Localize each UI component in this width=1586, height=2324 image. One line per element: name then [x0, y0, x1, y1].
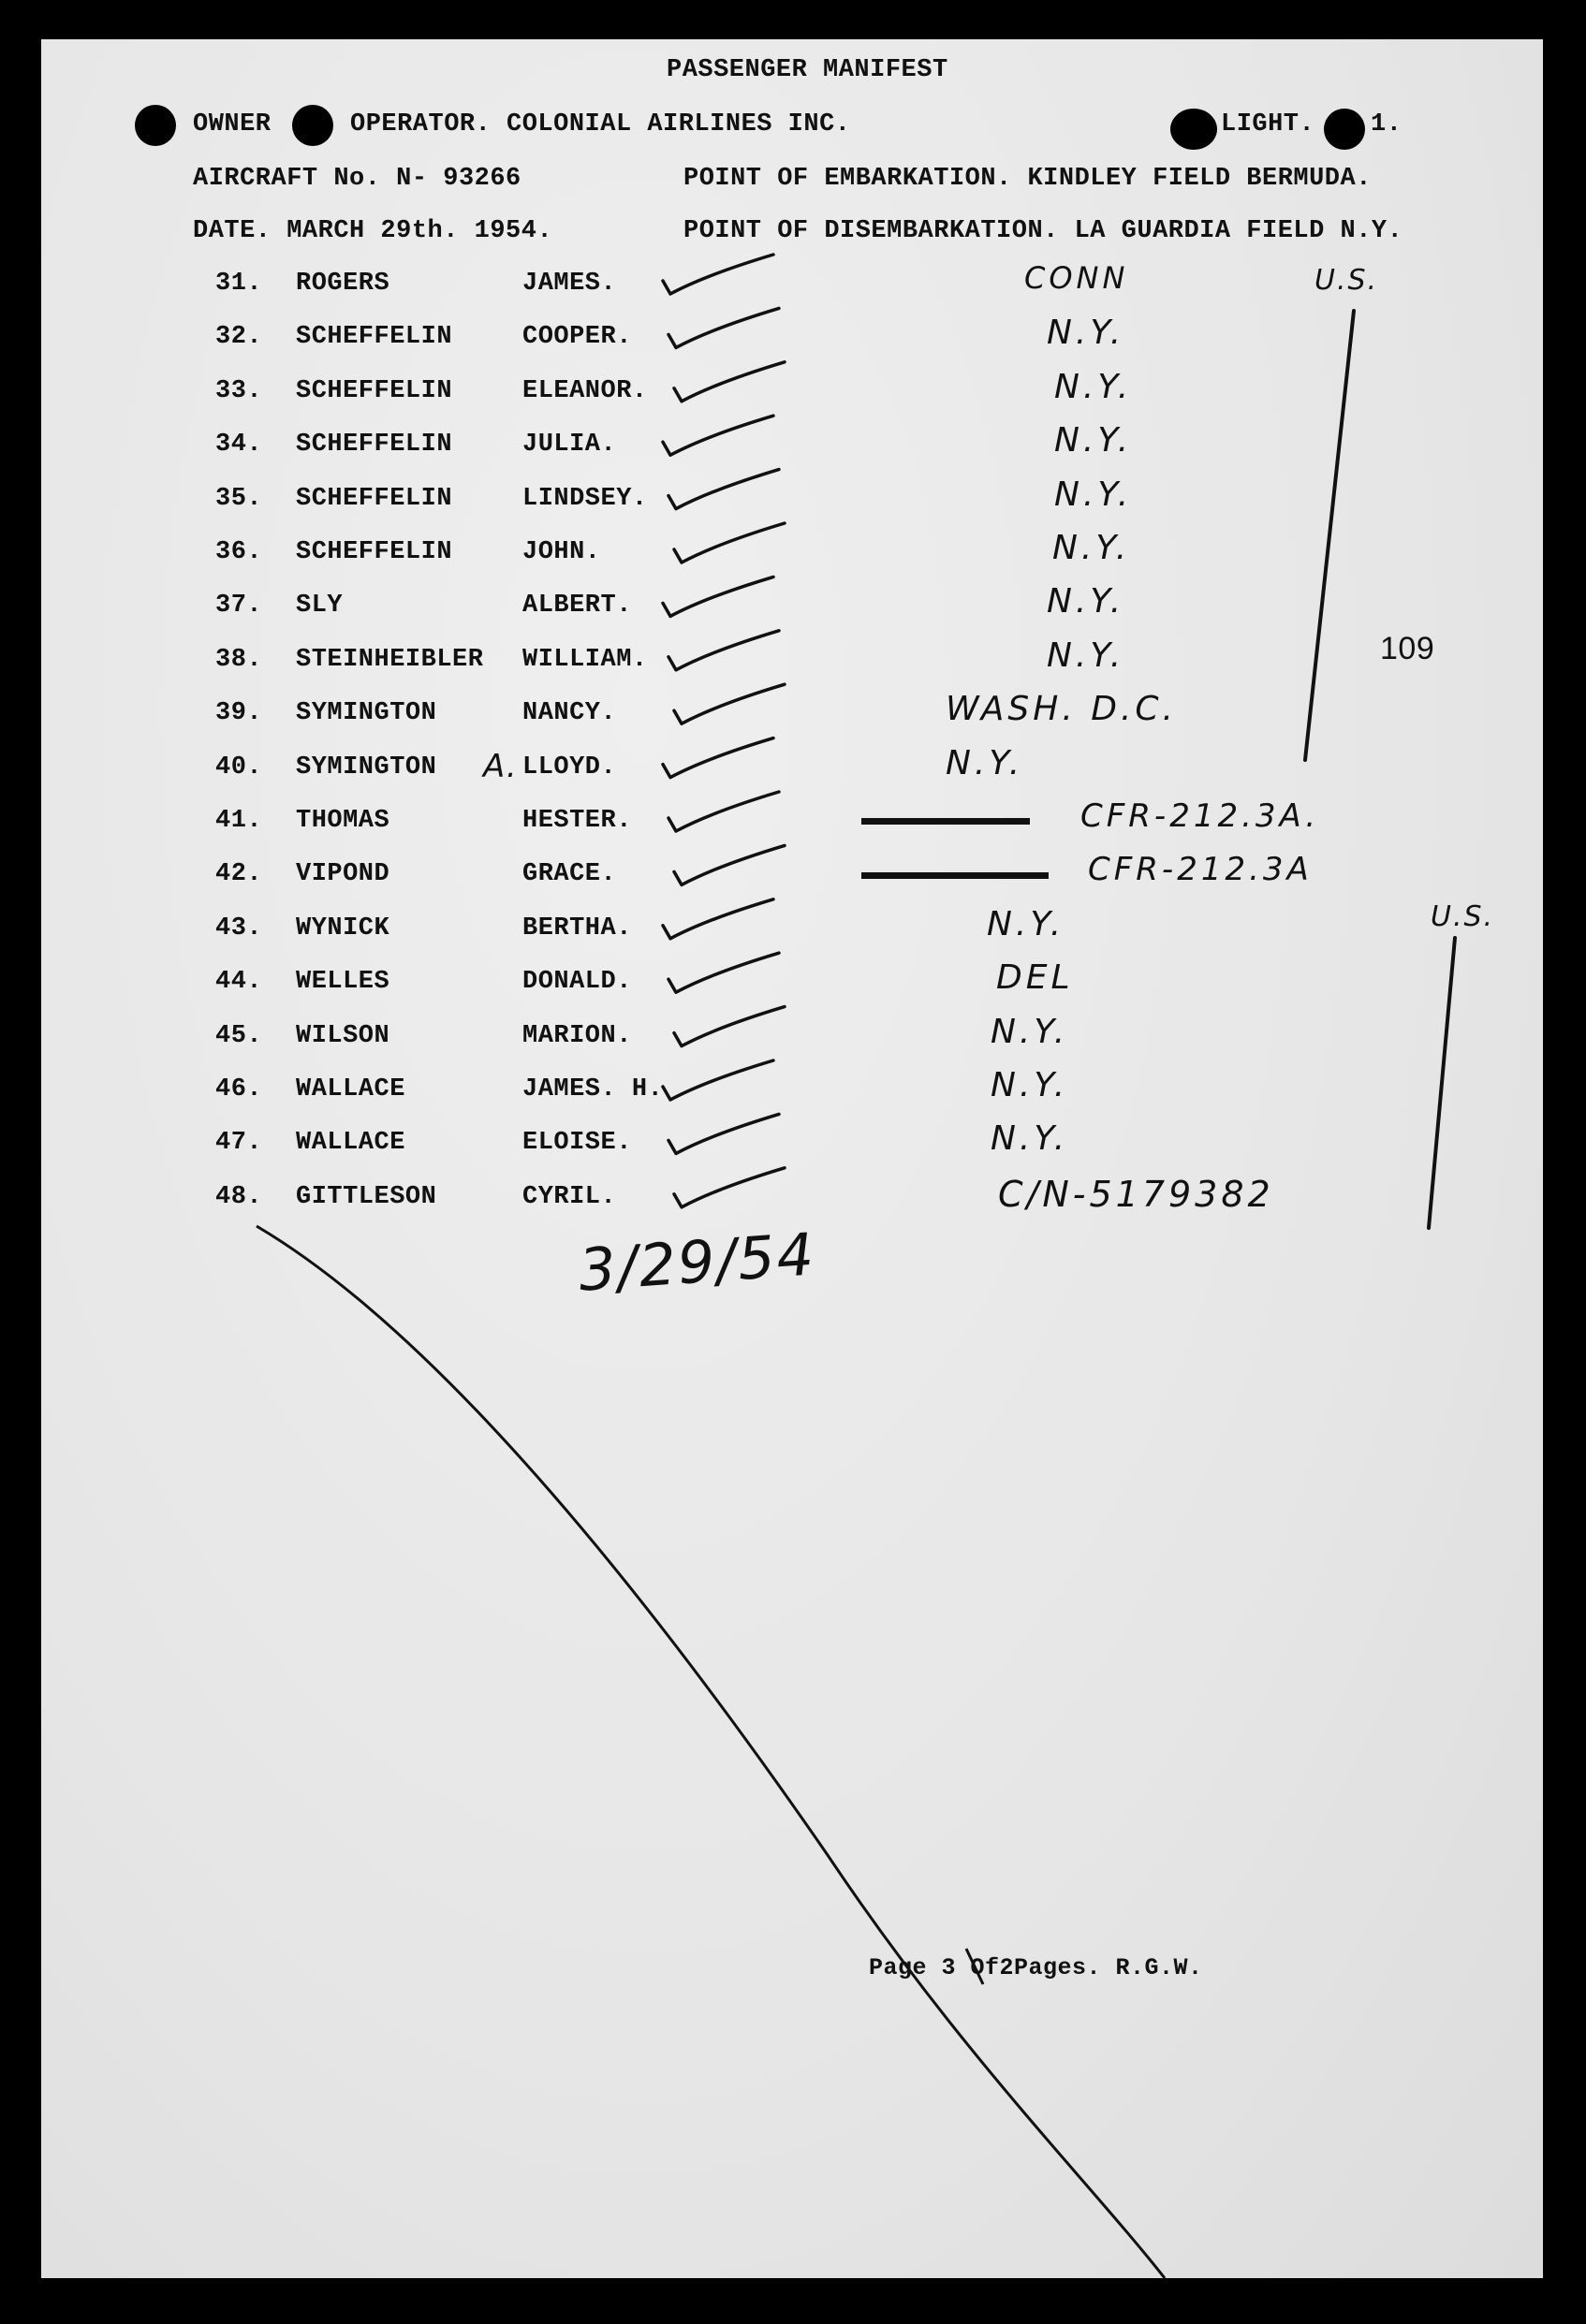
passenger-number: 43.: [215, 914, 263, 943]
passenger-surname: STEINHEIBLER: [296, 646, 484, 674]
passenger-note: CONN: [1024, 260, 1129, 296]
passenger-number: 42.: [215, 860, 263, 888]
passenger-given-name: ELEANOR.: [522, 377, 648, 405]
passenger-surname: WYNICK: [296, 914, 390, 943]
passenger-note: N.Y.: [1054, 475, 1133, 514]
passenger-note: N.Y.: [1054, 368, 1133, 406]
check-mark: [668, 631, 779, 670]
check-mark: [668, 308, 779, 347]
passenger-number: 35.: [215, 485, 263, 513]
diagonal-pen-stroke: [257, 1226, 1165, 2278]
passenger-note: N.Y.: [946, 744, 1024, 782]
check-mark: [674, 362, 785, 402]
passenger-given-name: ALBERT.: [522, 592, 632, 620]
manifest-sheet: [41, 39, 1543, 2278]
margin-number: 109: [1380, 631, 1435, 666]
passenger-note: N.Y.: [1054, 421, 1133, 460]
passenger-surname: SCHEFFELIN: [296, 377, 453, 405]
check-mark: [668, 470, 779, 509]
check-mark: [663, 255, 773, 294]
nationality-bracket-line-2: [1429, 938, 1455, 1228]
passenger-given-name: GRACE.: [522, 860, 617, 888]
passenger-number: 39.: [215, 699, 263, 727]
passenger-number: 46.: [215, 1075, 263, 1104]
passenger-number: 31.: [215, 270, 263, 298]
passenger-given-name: WILLIAM.: [522, 646, 648, 674]
passenger-surname: SCHEFFELIN: [296, 431, 453, 459]
flight-label: LIGHT.: [1221, 110, 1315, 139]
manifest-title: PASSENGER MANIFEST: [667, 56, 948, 84]
passenger-initial: A.: [483, 748, 518, 785]
passenger-surname: SCHEFFELIN: [296, 538, 453, 566]
passenger-given-name: ELOISE.: [522, 1129, 632, 1157]
nationality-bracket-line-1: [1305, 311, 1354, 760]
operator-label: OPERATOR. COLONIAL AIRLINES INC.: [350, 110, 851, 139]
passenger-note: N.Y.: [991, 1013, 1069, 1051]
passenger-number: 41.: [215, 807, 263, 835]
passenger-note: N.Y.: [991, 1119, 1069, 1158]
passenger-given-name: COOPER.: [522, 323, 632, 351]
passenger-given-name: JAMES. H.: [522, 1075, 664, 1104]
passenger-surname: VIPOND: [296, 860, 390, 888]
check-mark: [668, 792, 779, 831]
passenger-note: WASH. D.C.: [946, 690, 1177, 728]
handwritten-date: 3/29/54: [576, 1220, 818, 1305]
check-mark: [674, 523, 785, 563]
passenger-surname: SCHEFFELIN: [296, 485, 453, 513]
passenger-note: N.Y.: [991, 1066, 1069, 1104]
passenger-note: CFR-212.3A: [1088, 851, 1313, 888]
passenger-surname: WALLACE: [296, 1075, 405, 1104]
passenger-number: 47.: [215, 1129, 263, 1157]
page-footer: Page 3 Of2Pages. R.G.W.: [869, 1954, 1203, 1981]
passenger-note: N.Y.: [987, 905, 1065, 943]
check-mark: [668, 953, 779, 992]
passenger-number: 32.: [215, 323, 263, 351]
strikethrough-row-41: [861, 818, 1030, 825]
passenger-given-name: MARION.: [522, 1022, 632, 1050]
passenger-surname: WALLACE: [296, 1129, 405, 1157]
passenger-note: N.Y.: [1052, 529, 1131, 567]
strikethrough-row-42: [861, 872, 1049, 879]
passenger-note: CFR-212.3A.: [1080, 797, 1320, 835]
manifest-date: DATE. MARCH 29th. 1954.: [193, 217, 553, 245]
nationality-us-2: U.S.: [1431, 900, 1495, 933]
check-mark: [674, 1168, 785, 1207]
passenger-given-name: JULIA.: [522, 431, 617, 459]
check-mark: [674, 845, 785, 884]
passenger-given-name: JOHN.: [522, 538, 601, 566]
check-mark: [663, 416, 773, 455]
passenger-number: 40.: [215, 753, 263, 782]
passenger-surname: GITTLESON: [296, 1183, 437, 1211]
passenger-note: DEL: [996, 958, 1074, 997]
passenger-given-name: LLOYD.: [522, 753, 617, 782]
check-mark: [674, 684, 785, 724]
check-mark: [663, 899, 773, 939]
passenger-number: 37.: [215, 592, 263, 620]
check-mark: [674, 1007, 785, 1046]
handwriting-overlay: [41, 39, 1543, 2278]
passenger-given-name: NANCY.: [522, 699, 617, 727]
passenger-note: N.Y.: [1047, 636, 1125, 675]
passenger-number: 33.: [215, 377, 263, 405]
passenger-given-name: LINDSEY.: [522, 485, 648, 513]
passenger-given-name: BERTHA.: [522, 914, 632, 943]
passenger-surname: WELLES: [296, 968, 390, 996]
check-mark: [663, 738, 773, 778]
disembarkation-point: POINT OF DISEMBARKATION. LA GUARDIA FIELD N.Y.: [683, 217, 1403, 245]
passenger-surname: THOMAS: [296, 807, 390, 835]
passenger-given-name: DONALD.: [522, 968, 632, 996]
check-mark: [668, 1114, 779, 1153]
passenger-given-name: CYRIL.: [522, 1183, 617, 1211]
passenger-surname: SYMINGTON: [296, 753, 437, 782]
passenger-note: N.Y.: [1047, 582, 1125, 621]
passenger-surname: SLY: [296, 592, 344, 620]
passenger-number: 48.: [215, 1183, 263, 1211]
passenger-number: 34.: [215, 431, 263, 459]
aircraft-number: AIRCRAFT No. N- 93266: [193, 165, 521, 193]
passenger-given-name: JAMES.: [522, 270, 617, 298]
nationality-us-1: U.S.: [1314, 264, 1379, 297]
passenger-surname: ROGERS: [296, 270, 390, 298]
owner-label: OWNER: [193, 110, 272, 139]
passenger-note: N.Y.: [1047, 314, 1125, 352]
passenger-number: 36.: [215, 538, 263, 566]
passenger-surname: SYMINGTON: [296, 699, 437, 727]
passenger-given-name: HESTER.: [522, 807, 632, 835]
check-mark: [663, 577, 773, 616]
passenger-note: C/N-5179382: [998, 1174, 1274, 1215]
passenger-number: 38.: [215, 646, 263, 674]
flight-number: 1.: [1371, 110, 1402, 139]
passenger-number: 44.: [215, 968, 263, 996]
embarkation-point: POINT OF EMBARKATION. KINDLEY FIELD BERMUDA.: [683, 165, 1372, 193]
passenger-number: 45.: [215, 1022, 263, 1050]
passenger-surname: SCHEFFELIN: [296, 323, 453, 351]
check-marks: [663, 255, 785, 1207]
passenger-surname: WILSON: [296, 1022, 390, 1050]
check-mark: [663, 1060, 773, 1100]
